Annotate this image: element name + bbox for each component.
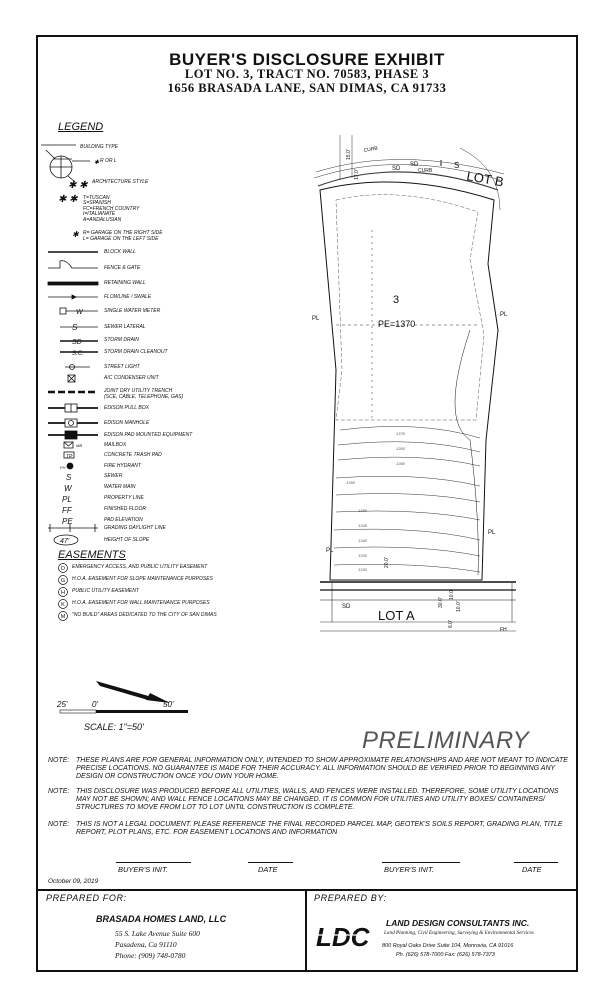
pl-left-2: PL: [326, 548, 334, 554]
consultant-address: 800 Royal Oaks Drive Suite 104, Monrovia, CA 91016: [382, 943, 514, 949]
curb-label-2: CURB: [418, 168, 433, 174]
client-address-2: Pasadena, Ca 91110: [115, 940, 177, 949]
legend-height-slope: HEIGHT OF SLOPE: [104, 537, 150, 543]
legend-fence: FENCE & GATE: [104, 265, 141, 271]
svg-text:✱: ✱: [94, 160, 100, 166]
easements-heading: EASEMENTS: [58, 549, 126, 561]
easement-code-d: D: [61, 566, 65, 572]
slope-symbol: 47': [60, 538, 70, 545]
legend-french: FC=FRENCH COUNTRY: [83, 206, 140, 212]
note-3: [48, 821, 568, 837]
easement-text-h: PUBLIC UTILITY EASEMENT: [72, 588, 139, 594]
client-address-1: 55 S. Lake Avenue Suite 600: [115, 929, 200, 938]
buyer-init-label-2: BUYER'S INIT.: [384, 865, 434, 874]
legend-heading: LEGEND: [58, 121, 104, 133]
note-1-label: NOTE:: [48, 757, 70, 764]
legend-spanish: S=SPANISH: [83, 200, 111, 206]
easement-text-m: "NO BUILD" AREAS DEDICATED TO THE CITY OF SAN DIMAS: [72, 612, 217, 618]
scale-0: 0': [92, 700, 98, 709]
legend-street-light: STREET LIGHT: [104, 364, 140, 370]
legend-property-line: PROPERTY LINE: [104, 495, 144, 501]
sewer2-symbol: S: [66, 473, 72, 482]
prepared-for-label: PREPARED FOR:: [46, 893, 127, 903]
legend-water-main: WATER MAIN: [104, 484, 136, 490]
contour-1360: 1360: [396, 461, 405, 466]
curb-label-1: CURB: [363, 145, 379, 154]
legend-pad-mounted: EDISON PAD MOUNTED EQUIPMENT: [104, 432, 193, 438]
easement-code-h: H: [61, 590, 65, 596]
legend-r-or-l: R OR L: [100, 158, 117, 164]
scale-25: 25': [57, 700, 68, 709]
dim-30: 30.0': [438, 597, 444, 608]
mailbox-symbol: MB: [76, 443, 82, 448]
client-phone: Phone: (909) 748-0780: [115, 951, 186, 960]
pl-symbol: PL: [62, 495, 72, 504]
date-line-2[interactable]: [514, 862, 558, 863]
dim-20: 20.0': [384, 557, 390, 568]
sd-label-3: SD: [342, 604, 351, 610]
fh-label: FH: [500, 627, 507, 633]
legend-garage-right: R= GARAGE ON THE RIGHT SIDE: [83, 230, 163, 236]
legend-architecture: ARCHITECTURE STYLE: [92, 179, 149, 185]
legend-sewer: SEWER: [104, 473, 123, 479]
ff-symbol: FF: [62, 506, 72, 515]
pe-symbol: PE: [62, 517, 73, 526]
consultant-name: LAND DESIGN CONSULTANTS INC.: [386, 918, 530, 928]
legend-finished-floor: FINISHED FLOOR: [104, 506, 146, 512]
legend-trench-sub: (SCE, CABLE, TELEPHONE, GAS): [104, 394, 184, 400]
buyer-init-line-1[interactable]: [116, 862, 191, 863]
preliminary-stamp: PRELIMINARY: [362, 727, 530, 754]
page-title: BUYER'S DISCLOSURE EXHIBIT: [169, 50, 445, 69]
dim-6: 6.0': [448, 620, 454, 628]
dim-17: 17.0': [354, 169, 360, 180]
legend-sewer-lateral: SEWER LATERAL: [104, 324, 146, 330]
date-label-1: DATE: [258, 865, 278, 874]
lot-subtitle: LOT NO. 3, TRACT NO. 70583, PHASE 3: [184, 67, 430, 81]
legend-italianate: I=ITALIANATE: [83, 211, 116, 217]
note-2: [48, 788, 568, 813]
pl-right: PL: [500, 312, 508, 318]
legend-mailbox: MAILBOX: [104, 442, 127, 448]
date-line-1[interactable]: [248, 862, 293, 863]
dim-10b: 10.0': [456, 601, 462, 612]
legend-manhole: EDISON MANHOLE: [104, 420, 150, 426]
hydrant-symbol: FH: [60, 465, 66, 470]
water2-symbol: W: [64, 484, 72, 493]
legend-storm-drain: STORM DRAIN: [104, 337, 139, 343]
svg-text:✱ ✱: ✱ ✱: [58, 194, 78, 205]
easement-text-g: H.O.A. EASEMENT FOR SLOPE MAINTENANCE PURPOSES: [72, 576, 213, 582]
sewer-label: S: [454, 161, 460, 170]
legend-pad-elevation: PAD ELEVATION: [104, 517, 143, 523]
pad-elevation: PE=1370: [378, 319, 416, 329]
sewer-symbol: S: [72, 323, 78, 332]
easement-code-m: M: [60, 614, 66, 620]
contour-1355: 1355: [346, 480, 355, 485]
consultant-phone: Ph. (626) 578-7000 Fax: (626) 578-7373: [396, 952, 495, 958]
contour-1365: 1365: [396, 446, 405, 451]
document-date: October 09, 2019: [48, 878, 99, 885]
lot-a-label: LOT A: [378, 608, 415, 623]
scale-text: SCALE: 1"=50': [84, 722, 144, 732]
note-1: [48, 757, 568, 782]
legend-ac: A/C CONDENSER UNIT: [104, 375, 159, 381]
dim-10: 10.0': [449, 589, 455, 600]
note-2-text: THIS DISCLOSURE WAS PRODUCED BEFORE ALL UTILITIES, WALLS, AND FENCES WERE INSTALLED. THEREFORE, SOME UTILITY LOCATIONS MAY NOT BE SHOWN; AND WALL FENCE LOCATIONS MAY BE CHANGED. IT IS COMMON FOR UTILITIES AND UTILITY BOXES/ CONTAINERS/ STRUCTURES TO MOVE FROM LOT TO LOT UNTIL CONSTRUCTION IS COMPLETE.: [76, 788, 559, 812]
legend-building-type: BUILDING TYPE: [80, 144, 119, 150]
dim-15: 15.0': [346, 149, 352, 160]
footer-divider: [36, 889, 578, 891]
note-3-text: THIS IS NOT A LEGAL DOCUMENT. PLEASE REFERENCE THE FINAL RECORDED PARCEL MAP, GEOTEK'S SOILS REPORT, GRADING PLAN, TITLE REPORT, PLOT PLANS, ETC. FOR EASEMENT LOCATIONS AND INFORMATION: [76, 821, 563, 837]
contour-1370: 1370: [396, 431, 405, 436]
buyer-init-label-1: BUYER'S INIT.: [118, 865, 168, 874]
legend-trash: CONCRETE TRASH PAD: [104, 452, 162, 458]
legend-garage-left: L= GARAGE ON THE LEFT SIDE: [83, 236, 159, 242]
easement-code-k: K: [61, 602, 65, 608]
easement-code-g: G: [60, 578, 66, 584]
note-2-label: NOTE:: [48, 788, 70, 795]
sd-label-2: SD: [410, 162, 419, 168]
lot-number: 3: [393, 294, 400, 306]
sd-label-1: SD: [392, 166, 401, 172]
svg-text:✱ ✱: ✱ ✱: [68, 180, 88, 191]
date-label-2: DATE: [522, 865, 542, 874]
legend-hydrant: FIRE HYDRANT: [104, 463, 141, 469]
legend-daylight: GRADING DAYLIGHT LINE: [104, 525, 166, 531]
legend-trench: JOINT DRY UTILITY TRENCH: [104, 388, 173, 394]
legend-retaining: RETAINING WALL: [104, 280, 146, 286]
contour-1345: 1345: [358, 523, 367, 528]
legend-flowline: FLOWLINE / SWALE: [104, 294, 152, 300]
legend-andalusian: A=ANDALUSIAN: [83, 217, 122, 223]
scale-50: 50': [163, 700, 174, 709]
client-name: BRASADA HOMES LAND, LLC: [96, 914, 227, 924]
legend-block-wall: BLOCK WALL: [104, 249, 136, 255]
svg-text:✱: ✱: [72, 230, 79, 239]
ldc-logo: [312, 918, 372, 952]
legend-tuscan: T=TUSCAN: [83, 195, 110, 201]
buyer-init-line-2[interactable]: [382, 862, 460, 863]
legend-pull-box: EDISON PULL BOX: [104, 405, 149, 411]
note-3-label: NOTE:: [48, 821, 70, 828]
contour-1350: 1350: [358, 508, 367, 513]
contour-1330: 1330: [358, 567, 367, 572]
ldc-logo-text: LDC: [316, 922, 370, 952]
footer-vertical-divider: [305, 889, 307, 972]
water-symbol: W: [76, 309, 83, 316]
consultant-services: Land Planning, Civil Engineering, Surveying & Environmental Services: [384, 930, 534, 936]
legend-water-meter: SINGLE WATER METER: [104, 308, 161, 314]
storm-symbol: SD: [72, 339, 82, 346]
pl-left: PL: [312, 316, 320, 322]
address-subtitle: 1656 BRASADA LANE, SAN DIMAS, CA 91733: [167, 81, 447, 95]
lot-b-label: LOT B: [465, 168, 505, 190]
prepared-by-label: PREPARED BY:: [314, 893, 387, 903]
pl-right-2: PL: [488, 530, 496, 536]
easement-text-d: EMERGENCY ACCESS, AND PUBLIC UTILITY EASEMENT: [72, 564, 208, 570]
trash-symbol: TP: [66, 454, 73, 460]
contour-1335: 1335: [358, 553, 367, 558]
contour-1340: 1340: [358, 538, 367, 543]
easement-text-k: H.O.A. EASEMENT FOR WALL MAINTENANCE PURPOSES: [72, 600, 210, 606]
note-1-text: THESE PLANS ARE FOR GENERAL INFORMATION ONLY, INTENDED TO SHOW APPROXIMATE RELATIONSHIPS AND ARE NOT MEANT TO INDICATE PRECISE LOCATIONS. NO GUARANTEE IS MADE FOR THEIR ACCURACY. ALL INFORMATION SHOULD BE VERIFIED PRIOR TO BEGINNING ANY DESIGN OR CONSTRUCTION ONCE YOU OWN YOUR HOME.: [76, 757, 568, 781]
cleanout-symbol: S.C.: [72, 351, 84, 357]
legend-cleanout: STORM DRAIN CLEANOUT: [104, 349, 168, 355]
